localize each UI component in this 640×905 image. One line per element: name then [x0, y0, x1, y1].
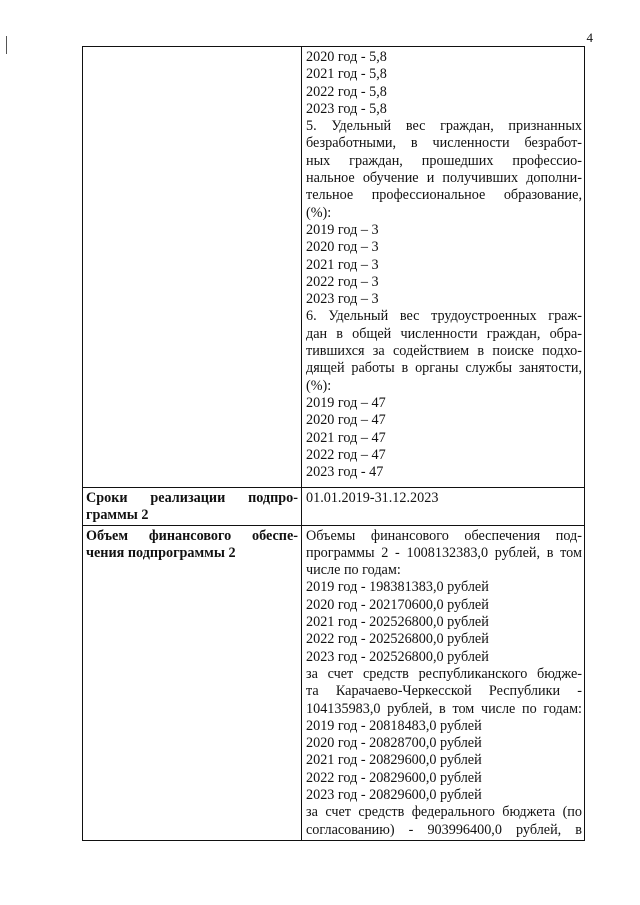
table-row-funding	[83, 525, 585, 840]
text-line: чения подпрограммы 2	[86, 544, 236, 561]
text-line: 01.01.2019-31.12.2023	[306, 490, 439, 506]
text-line: 2020 год – 3	[306, 239, 379, 256]
text-line: за счет средств федерального бюджета (по	[306, 804, 582, 821]
text-line: Объем финансового обеспе-	[86, 527, 298, 544]
text-line: 2019 год - 198381383,0 рублей	[306, 579, 489, 596]
text-line: (%):	[306, 377, 332, 394]
text-line: 2019 год – 3	[306, 221, 379, 238]
program-passport-table	[82, 46, 585, 841]
text-line: 2023 год – 3	[306, 291, 379, 308]
text-line: тившихся за содействием в поиске подхо-	[306, 343, 582, 360]
text-line: (%):	[306, 204, 332, 221]
text-line: 2021 год - 20829600,0 рублей	[306, 752, 482, 769]
page-number: 4	[586, 30, 593, 45]
text-line: согласованию) - 903996400,0 рублей, в	[306, 821, 582, 838]
text-line: 2023 год - 202526800,0 рублей	[306, 648, 489, 665]
text-line: 2023 год - 5,8	[306, 100, 387, 117]
text-line: 2021 год – 3	[306, 256, 379, 273]
text-line: 5. Удельный вес граждан, признанных	[306, 118, 582, 135]
text-line: за счет средств республиканского бюдже-	[306, 665, 582, 682]
text-line: 2022 год - 20829600,0 рублей	[306, 769, 482, 786]
text-line: 2020 год - 20828700,0 рублей	[306, 735, 482, 752]
row-label-empty	[83, 47, 302, 488]
text-line: 2020 год - 202170600,0 рублей	[306, 596, 489, 613]
text-line: 2020 год - 5,8	[306, 49, 387, 65]
text-line: Объемы финансового обеспечения под-	[306, 527, 582, 544]
text-line: дящей работы в органы службы занятости,	[306, 360, 582, 377]
table-row-timeline	[83, 488, 585, 526]
text-line: 2020 год – 47	[306, 412, 386, 429]
text-line: программы 2 - 1008132383,0 рублей, в том	[306, 544, 582, 561]
text-line: 6. Удельный вес трудоустроенных граж-	[306, 308, 582, 325]
text-line: граммы 2	[86, 507, 149, 524]
text-line: тельное профессиональное образование,	[306, 187, 582, 204]
table-row-indicators	[83, 47, 585, 488]
text-line: 2022 год – 47	[306, 446, 386, 463]
text-line: дан в общей численности граждан, обра-	[306, 325, 582, 342]
text-line: 2021 год - 202526800,0 рублей	[306, 614, 489, 631]
text-line: ных граждан, прошедших профессио-	[306, 152, 582, 169]
text-line: 2021 год - 5,8	[306, 66, 387, 83]
text-line: 2022 год – 3	[306, 273, 379, 290]
text-line: 2021 год – 47	[306, 429, 386, 446]
text-line: нальное обучение и получивших дополни-	[306, 170, 582, 187]
text-line: Сроки реализации подпро-	[86, 490, 298, 506]
row-content-indicators	[302, 47, 585, 488]
text-line: 2022 год - 202526800,0 рублей	[306, 631, 489, 648]
text-line: безработными, в численности безработ-	[306, 135, 582, 152]
text-line: 2023 год - 47	[306, 464, 384, 481]
text-line: 2023 год - 20829600,0 рублей	[306, 787, 482, 804]
text-line: числе по годам:	[306, 562, 401, 579]
text-line: та Карачаево-Черкесской Республики -	[306, 683, 582, 700]
margin-mark	[6, 36, 7, 54]
text-line: 2019 год – 47	[306, 394, 386, 411]
row-label-funding	[83, 525, 302, 840]
text-line: 2022 год - 5,8	[306, 83, 387, 100]
text-line: 2019 год - 20818483,0 рублей	[306, 717, 482, 734]
row-content-funding	[302, 525, 585, 840]
row-content-timeline	[302, 488, 585, 526]
text-line: 104135983,0 рублей, в том числе по годам:	[306, 700, 582, 717]
row-label-timeline	[83, 488, 302, 526]
